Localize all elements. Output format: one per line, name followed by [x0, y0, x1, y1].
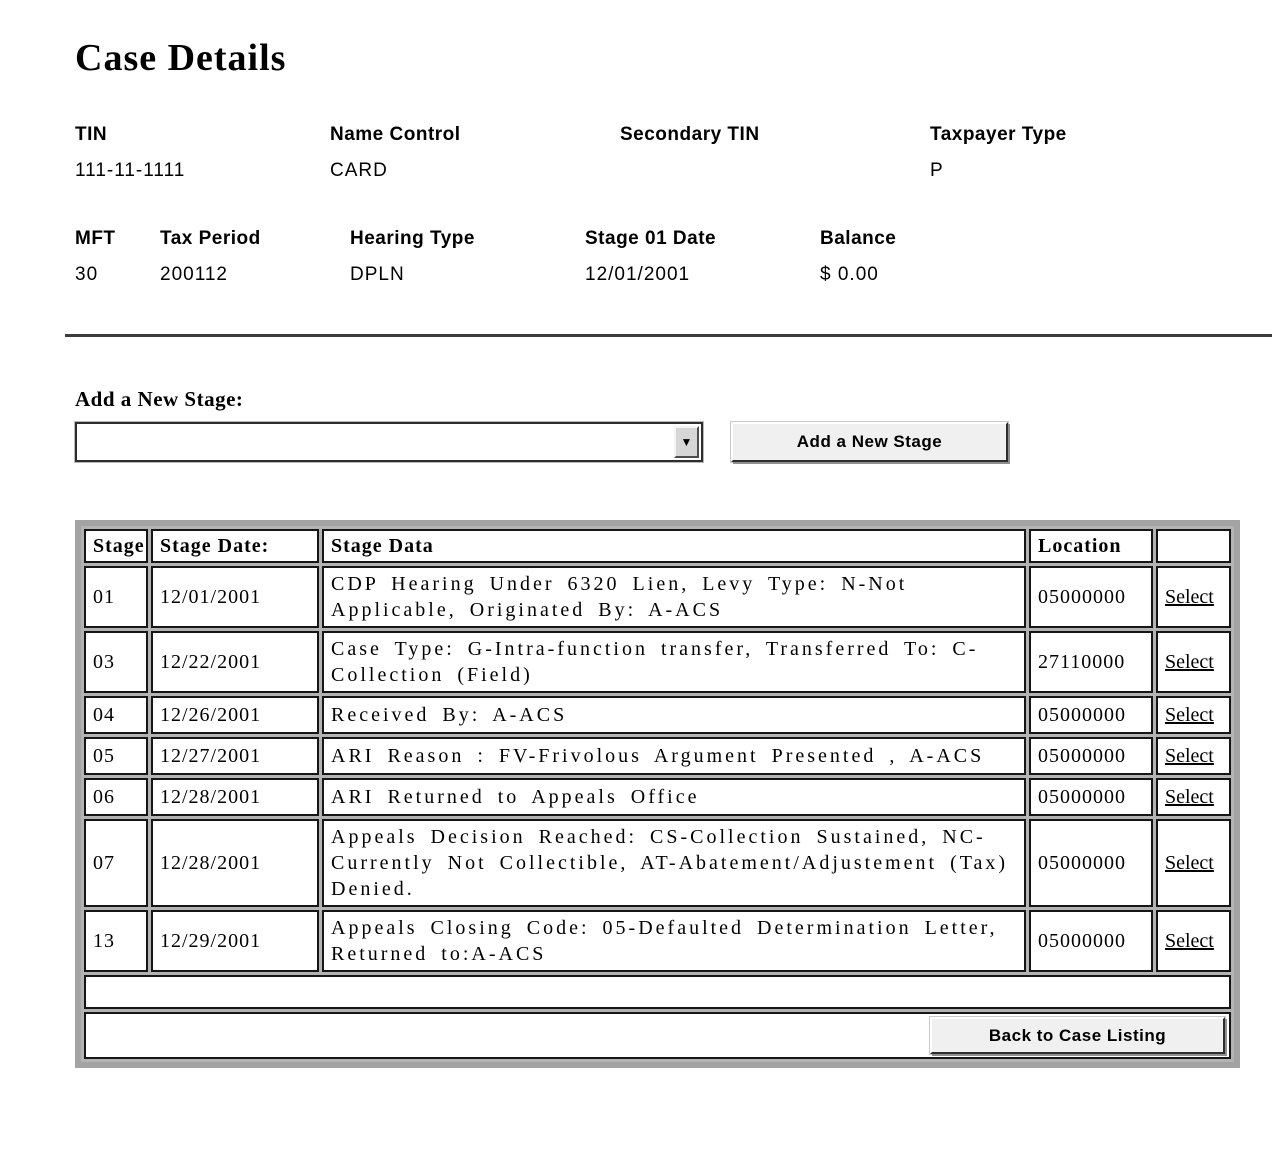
stage-cell: 06 [84, 778, 148, 816]
info-tin [75, 124, 330, 182]
name-control-label: Name Control [330, 124, 461, 145]
info-balance [820, 228, 1283, 286]
taxpayer-type-value: P [930, 160, 944, 181]
table-row [84, 778, 1231, 816]
back-to-case-listing-button[interactable]: Back to Case Listing [930, 1017, 1225, 1054]
stage-data-cell: Case Type: G-Intra-function transfer, Transferred To: C-Collection (Field) [322, 631, 1026, 693]
location-cell: 05000000 [1029, 778, 1153, 816]
mft-label: MFT [75, 228, 116, 249]
select-link[interactable]: Select [1165, 929, 1214, 952]
stage-01-date-label: Stage 01 Date [585, 228, 717, 249]
select-cell [1156, 819, 1231, 907]
stage-date-cell: 12/28/2001 [151, 819, 319, 907]
tin-label: TIN [75, 124, 108, 145]
section-divider [65, 334, 1272, 337]
spacer-row [84, 975, 1231, 1009]
location-cell: 05000000 [1029, 819, 1153, 907]
header-stage-data: Stage Data [322, 529, 1026, 563]
header-stage-date: Stage Date: [151, 529, 319, 563]
taxpayer-type-label: Taxpayer Type [930, 124, 1067, 145]
stage-date-cell: 12/28/2001 [151, 778, 319, 816]
location-cell: 05000000 [1029, 910, 1153, 972]
stage-date-cell: 12/29/2001 [151, 910, 319, 972]
location-cell: 05000000 [1029, 737, 1153, 775]
footer-row [84, 1012, 1231, 1059]
stage-date-cell: 12/26/2001 [151, 696, 319, 734]
stage-data-cell: CDP Hearing Under 6320 Lien, Levy Type: N-Not Applicable, Originated By: A-ACS [322, 566, 1026, 628]
page-title: Case Details [75, 37, 287, 79]
select-cell [1156, 737, 1231, 775]
select-link[interactable]: Select [1165, 650, 1214, 673]
info-mft [75, 228, 160, 286]
add-stage-section [75, 387, 1283, 462]
location-cell: 27110000 [1029, 631, 1153, 693]
stage-data-cell: Appeals Decision Reached: CS-Collection Sustained, NC-Currently Not Collectible, AT-Abatement/Adjustement (Tax) Denied. [322, 819, 1026, 907]
hearing-type-label: Hearing Type [350, 228, 475, 249]
info-name-control [330, 124, 620, 182]
add-new-stage-button[interactable]: Add a New Stage [731, 422, 1008, 462]
add-stage-controls [75, 422, 1283, 462]
location-cell: 05000000 [1029, 566, 1153, 628]
spacer-cell [84, 975, 1231, 1009]
name-control-value: CARD [330, 160, 388, 181]
mft-value: 30 [75, 264, 99, 285]
table-row [84, 737, 1231, 775]
select-cell [1156, 566, 1231, 628]
stage-01-date-value: 12/01/2001 [585, 264, 691, 285]
select-link[interactable]: Select [1165, 585, 1214, 608]
case-info-row-1 [75, 124, 1283, 182]
select-link[interactable]: Select [1165, 744, 1214, 767]
header-stage: Stage [84, 529, 148, 563]
stage-table-container [75, 520, 1283, 1068]
stage-data-cell: ARI Returned to Appeals Office [322, 778, 1026, 816]
table-row [84, 566, 1231, 628]
stage-cell: 07 [84, 819, 148, 907]
tax-period-value: 200112 [160, 264, 228, 285]
table-row [84, 910, 1231, 972]
table-row [84, 696, 1231, 734]
info-stage-01-date [585, 228, 820, 286]
select-cell [1156, 910, 1231, 972]
stage-cell: 01 [84, 566, 148, 628]
location-cell: 05000000 [1029, 696, 1153, 734]
stage-date-cell: 12/27/2001 [151, 737, 319, 775]
select-link[interactable]: Select [1165, 785, 1214, 808]
header-action [1156, 529, 1231, 563]
stage-date-cell: 12/01/2001 [151, 566, 319, 628]
new-stage-select[interactable] [75, 422, 703, 462]
stage-cell: 05 [84, 737, 148, 775]
stage-date-cell: 12/22/2001 [151, 631, 319, 693]
secondary-tin-value [620, 160, 930, 182]
balance-label: Balance [820, 228, 897, 249]
tin-value: 111-11-1111 [75, 160, 186, 181]
info-secondary-tin [620, 124, 930, 182]
hearing-type-value: DPLN [350, 264, 405, 285]
select-link[interactable]: Select [1165, 703, 1214, 726]
balance-value: $ 0.00 [820, 264, 879, 285]
secondary-tin-label: Secondary TIN [620, 124, 760, 145]
stage-data-cell: Received By: A-ACS [322, 696, 1026, 734]
footer-cell [84, 1012, 1231, 1059]
info-hearing-type [350, 228, 585, 286]
info-tax-period [160, 228, 350, 286]
stage-data-cell: ARI Reason : FV-Frivolous Argument Presented , A-ACS [322, 737, 1026, 775]
select-cell [1156, 778, 1231, 816]
stage-table-body [84, 566, 1231, 972]
stage-cell: 04 [84, 696, 148, 734]
select-link[interactable]: Select [1165, 851, 1214, 874]
select-cell [1156, 696, 1231, 734]
select-cell [1156, 631, 1231, 693]
case-info-row-2 [75, 228, 1283, 286]
stage-cell: 03 [84, 631, 148, 693]
table-row [84, 819, 1231, 907]
chevron-down-icon[interactable]: ▼ [674, 426, 699, 458]
add-stage-label: Add a New Stage: [75, 387, 244, 411]
tax-period-label: Tax Period [160, 228, 261, 249]
info-taxpayer-type [930, 124, 1283, 182]
header-location: Location [1029, 529, 1153, 563]
table-row [84, 631, 1231, 693]
table-header-row [84, 529, 1231, 563]
stage-cell: 13 [84, 910, 148, 972]
stage-data-cell: Appeals Closing Code: 05-Defaulted Determination Letter, Returned to:A-ACS [322, 910, 1026, 972]
stage-table [75, 520, 1240, 1068]
